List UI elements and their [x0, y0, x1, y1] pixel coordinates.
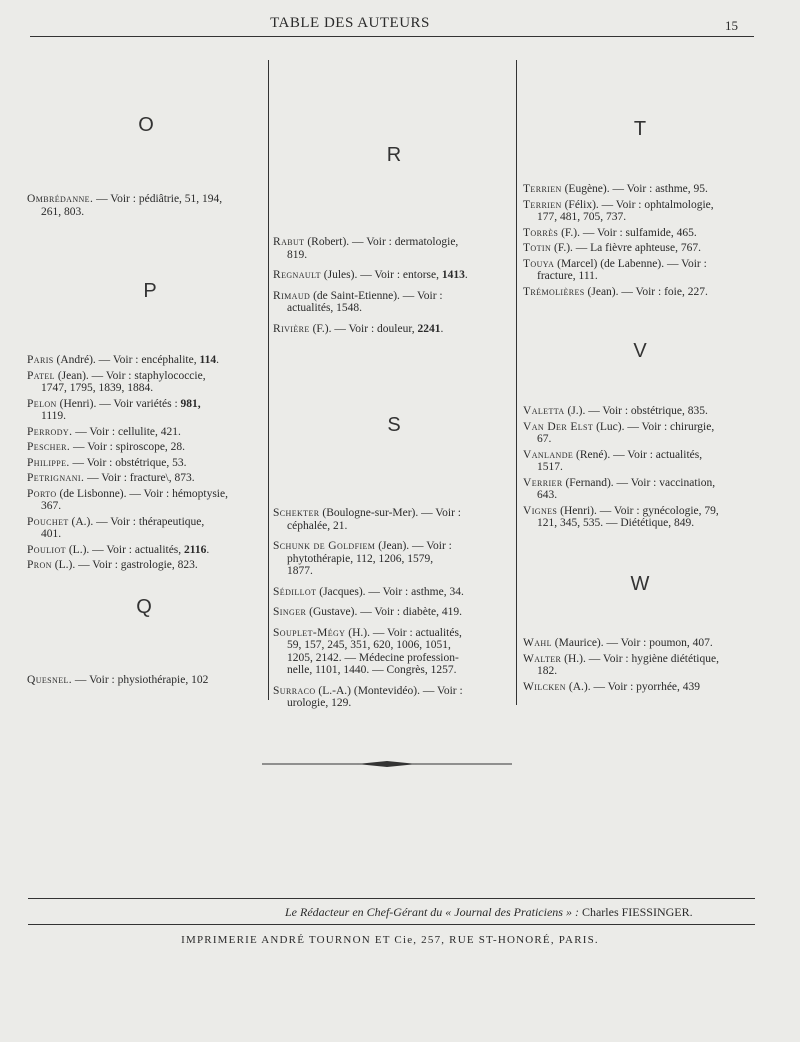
author-name: Valetta — [523, 405, 565, 417]
index-entry — [273, 269, 511, 282]
footer-rule-bottom — [28, 924, 755, 925]
entry-text: (A.). — Voir : thérapeutique, — [68, 515, 205, 528]
section-letter-w: W — [630, 573, 650, 595]
entry-text: (F.). — Voir : sulfamide, 465. — [558, 226, 697, 239]
index-entry — [27, 674, 264, 687]
index-entry — [27, 441, 264, 454]
author-name: Petrignani. — [27, 472, 85, 484]
entry-bold-ref: 2241 — [417, 322, 441, 335]
index-entry — [523, 286, 760, 299]
author-name: Trémolières — [523, 285, 585, 298]
index-entry — [523, 242, 760, 255]
entry-continuation: 1747, 1795, 1839, 1884. — [41, 382, 154, 394]
index-entry — [273, 507, 511, 532]
entry-text-end: . — [464, 269, 468, 281]
index-entry — [273, 236, 511, 261]
author-name: Pouchet — [27, 515, 69, 528]
author-name: Terrien — [523, 198, 562, 211]
section-letter-s: S — [387, 414, 401, 436]
index-entry — [523, 405, 760, 418]
index-entry — [523, 505, 760, 530]
entry-text: (Jean). — Voir : — [375, 540, 452, 552]
entry-continuation: 643. — [537, 489, 558, 501]
index-entry — [27, 193, 264, 218]
entry-text: (Boulogne-sur-Mer). — Voir : — [319, 507, 461, 519]
author-name: Paris — [27, 354, 54, 366]
author-name: Pelon — [27, 397, 57, 410]
section-w-entries — [523, 637, 760, 696]
section-p-entries — [27, 354, 264, 575]
section-letter-q: Q — [136, 596, 152, 618]
entry-text: (A.). — Voir : pyorrhée, 439 — [565, 680, 701, 693]
index-entry — [27, 457, 264, 470]
index-entry — [523, 637, 760, 650]
entry-bold-ref: 981, — [180, 397, 201, 410]
author-name: Vignes — [523, 504, 558, 517]
entry-text: (Robert). — Voir : dermatologie, — [304, 236, 459, 248]
author-name: Rimaud — [273, 289, 311, 302]
entry-text: (J.). — Voir : obstétrique, 835. — [564, 405, 708, 417]
index-entry — [273, 685, 511, 710]
entry-continuation: actualités, 1548. — [287, 302, 363, 314]
entry-text: (Jean). — Voir : staphylococcie, — [54, 369, 206, 382]
entry-text: (Fernand). — Voir : vaccination, — [562, 476, 716, 489]
author-name: Torrès — [523, 226, 559, 239]
printer-imprint: IMPRIMERIE ANDRÉ TOURNON ET Cie, 257, RUE ST-HONORÉ, PARIS. — [181, 934, 599, 946]
author-name: Verrier — [523, 476, 563, 489]
author-name: Regnault — [273, 269, 321, 281]
page-number: 15 — [725, 18, 738, 33]
running-title: TABLE DES AUTEURS — [270, 15, 430, 31]
author-name: Sédillot — [273, 585, 317, 598]
author-name: Quesnel. — [27, 674, 73, 686]
entry-bold-ref: 114 — [199, 354, 217, 366]
section-letter-t: T — [633, 118, 647, 140]
entry-continuation: céphalée, 21. — [287, 519, 348, 532]
section-letter-o: O — [138, 114, 154, 136]
index-entry — [273, 540, 511, 578]
index-entry — [27, 544, 264, 557]
index-entry — [27, 559, 264, 572]
entry-text: — Voir : cellulite, 421. — [72, 425, 181, 438]
editor-line — [285, 905, 693, 920]
entry-text-end: . — [440, 322, 444, 335]
index-entry — [273, 290, 511, 315]
section-letter-v: V — [633, 340, 647, 362]
editor-name: Charles FIESSINGER. — [581, 905, 693, 919]
entry-bold-ref: 1413 — [441, 269, 465, 281]
entry-text: — Voir : fracture\, 873. — [84, 472, 195, 484]
entry-text: (Henri). — Voir variétés : — [56, 397, 181, 410]
entry-text-end: . — [206, 543, 210, 556]
index-entry — [27, 370, 264, 395]
author-name: Rabut — [273, 236, 305, 248]
author-name: Perrody. — [27, 425, 73, 438]
entry-text: (Henri). — Voir : gynécologie, 79, — [557, 504, 719, 517]
entry-text: — Voir : physiothérapie, 102 — [72, 674, 209, 686]
index-entry — [273, 586, 511, 599]
entry-text: (H.). — Voir : hygiène diététique, — [561, 652, 719, 665]
index-entry — [273, 323, 511, 336]
section-r-entries — [273, 236, 511, 343]
index-entry — [273, 627, 511, 677]
entry-continuation: 67. — [537, 433, 552, 445]
author-name: Philippe. — [27, 456, 70, 469]
author-name: Wilcken — [523, 680, 566, 693]
author-name: Vanlande — [523, 448, 574, 461]
entry-text: (L.-A.) (Montevidéo). — Voir : — [315, 684, 463, 697]
section-letter-p: P — [143, 280, 157, 302]
section-letter-r: R — [386, 144, 402, 166]
entry-text: — Voir : spiroscope, 28. — [70, 441, 186, 453]
index-entry — [523, 227, 760, 240]
entry-text: (André). — Voir : encéphalite, — [53, 354, 200, 366]
index-entry — [27, 516, 264, 541]
entry-text: (de Saint-Etienne). — Voir : — [310, 289, 443, 302]
entry-continuation: 1205, 2142. — Médecine profession- — [287, 651, 459, 664]
index-entry — [27, 488, 264, 513]
entry-continuation: 59, 157, 245, 351, 620, 1006, 1051, — [287, 639, 451, 651]
entry-bold-ref: 2116 — [184, 543, 207, 556]
entry-text: (Gustave). — Voir : diabète, 419. — [306, 606, 463, 618]
entry-text: (L.). — Voir : actualités, — [65, 543, 185, 556]
author-name: Souplet-Mégy — [273, 626, 346, 639]
entry-text: — Voir : obstétrique, 53. — [69, 456, 187, 469]
entry-continuation: 182. — [537, 665, 558, 677]
author-name: Terrien — [523, 183, 562, 195]
entry-continuation: fracture, 111. — [537, 270, 598, 282]
entry-continuation: 261, 803. — [41, 205, 85, 218]
section-v-entries — [523, 405, 760, 533]
entry-text: (Félix). — Voir : ophtalmologie, — [561, 198, 714, 211]
index-entry — [523, 681, 760, 694]
index-entry — [273, 606, 511, 619]
author-name: Schunk de Goldfiem — [273, 540, 376, 552]
index-entry — [523, 258, 760, 283]
entry-text-end: . — [216, 354, 219, 366]
entry-text: (Jean). — Voir : foie, 227. — [584, 285, 708, 298]
entry-text: (F.). — La fièvre aphteuse, 767. — [551, 242, 701, 254]
entry-text: (L.). — Voir : gastrologie, 823. — [51, 559, 198, 571]
entry-continuation: nelle, 1101, 1440. — Congrès, 1257. — [287, 664, 457, 676]
entry-text: (Maurice). — Voir : poumon, 407. — [551, 637, 713, 649]
header-rule — [30, 36, 754, 37]
entry-text: (René). — Voir : actualités, — [573, 448, 703, 461]
author-name: Porto — [27, 487, 57, 500]
author-name: Totin — [523, 242, 552, 254]
entry-text: (Luc). — Voir : chirurgie, — [593, 420, 715, 433]
entry-text: — Voir : pédiâtrie, 51, 194, — [93, 193, 223, 205]
index-entry — [523, 199, 760, 224]
author-name: Van Der Elst — [523, 420, 594, 433]
section-s-entries — [273, 507, 511, 718]
entry-continuation: 1517. — [537, 461, 563, 473]
entry-continuation: 819. — [287, 248, 308, 261]
author-name: Walter — [523, 652, 562, 665]
author-name: Pron — [27, 559, 52, 571]
entry-text: (F.). — Voir : douleur, — [309, 322, 418, 335]
section-o-entries — [27, 193, 264, 221]
entry-continuation: 401. — [41, 528, 62, 540]
entry-continuation: 367. — [41, 500, 62, 512]
index-entry — [523, 653, 760, 678]
entry-continuation: 1877. — [287, 565, 313, 577]
entry-text: (Marcel) (de Labenne). — Voir : — [554, 257, 707, 270]
author-name: Pescher. — [27, 441, 71, 453]
entry-continuation: urologie, 129. — [287, 697, 352, 709]
author-name: Singer — [273, 606, 307, 618]
author-name: Schekter — [273, 507, 320, 519]
entry-text: (de Lisbonne). — Voir : hémoptysie, — [56, 487, 228, 500]
entry-text: (H.). — Voir : actualités, — [345, 626, 462, 639]
entry-text: (Eugène). — Voir : asthme, 95. — [561, 183, 708, 195]
index-entry — [523, 449, 760, 474]
column-divider-left — [268, 60, 269, 700]
entry-continuation: 177, 481, 705, 737. — [537, 211, 627, 223]
entry-continuation: phytothérapie, 112, 1206, 1579, — [287, 552, 434, 565]
column-divider-right — [516, 60, 517, 705]
editor-prefix: Le Rédacteur en Chef-Gérant du « Journal des Praticiens » : — [285, 905, 582, 919]
index-entry — [523, 421, 760, 446]
index-entry — [27, 398, 264, 423]
author-name: Surraco — [273, 684, 316, 697]
index-entry — [27, 354, 264, 367]
index-entry — [523, 477, 760, 502]
index-entry — [27, 472, 264, 485]
author-name: Ombrédanne. — [27, 193, 94, 205]
entry-continuation: 121, 345, 535. — Diététique, 849. — [537, 517, 695, 529]
section-t-entries — [523, 183, 760, 301]
end-ornament — [262, 760, 512, 768]
entry-continuation: 1119. — [41, 410, 67, 422]
index-entry — [523, 183, 760, 196]
author-name: Pouliot — [27, 543, 66, 556]
author-name: Touya — [523, 257, 555, 270]
section-q-entries — [27, 674, 264, 690]
author-name: Patel — [27, 369, 55, 382]
entry-text: (Jacques). — Voir : asthme, 34. — [316, 585, 464, 598]
index-entry — [27, 426, 264, 439]
footer-rule-top — [28, 898, 755, 899]
author-name: Rivière — [273, 322, 310, 335]
author-name: Wahl — [523, 637, 552, 649]
entry-text: (Jules). — Voir : entorse, — [320, 269, 442, 281]
